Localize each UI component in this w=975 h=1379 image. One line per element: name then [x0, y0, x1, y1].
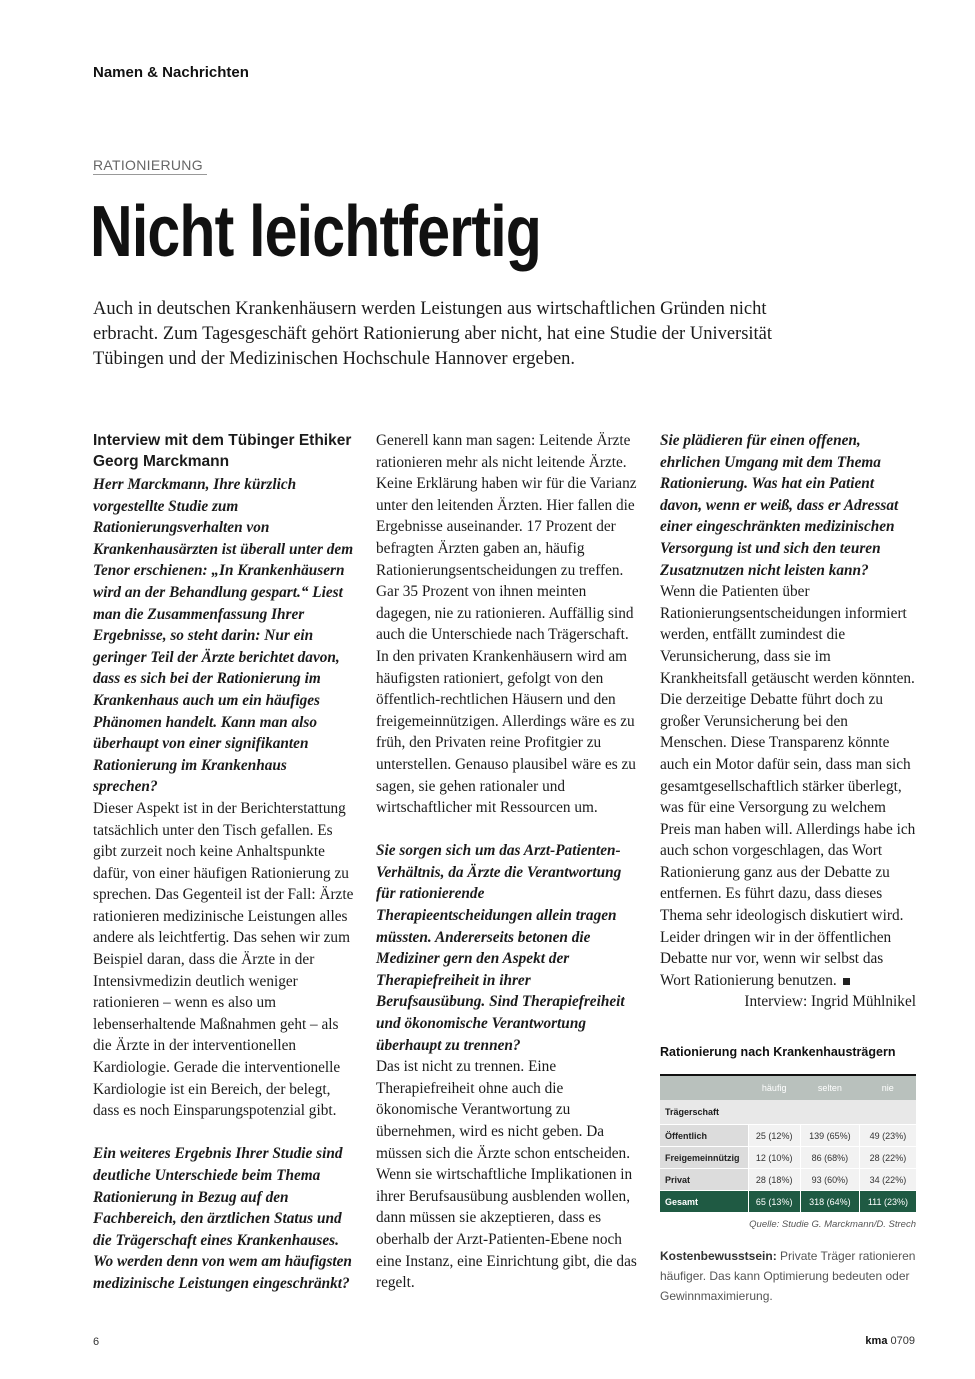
table-header-blank	[660, 1076, 748, 1100]
column-1	[93, 430, 355, 1295]
section-header: Namen & Nachrichten	[93, 64, 249, 81]
table-cell: 93 (60%)	[800, 1169, 859, 1191]
table-cell: 25 (12%)	[748, 1125, 800, 1147]
table-cell: 28 (22%)	[859, 1147, 916, 1169]
table-row	[660, 1125, 916, 1147]
table-total-cell: 111 (23%)	[859, 1191, 916, 1213]
answer-1: Dieser Aspekt ist in der Berichterstattung tatsächlich unter den Tisch gefallen. Es gibt zurzeit noch keine Anhaltspunkte dafür, von einer häufigen Rationierung zu sprechen. Das Gegenteil ist der Fall: Ärzte rationieren medizinische Leistungen alles andere als leichtfertig. Das sehen wir zum Beispiel daran, dass die Ärzte in der Intensivmedizin deutlich weniger rationieren – wenn es also um lebenserhaltende Maßnahmen geht – als die Ärzte in der interventionellen Kardiologie. Gerade die interventionelle Kardiologie ist ein Bereich, der belegt, dass es noch Einsparungspotenzial gibt.	[93, 799, 354, 1120]
answer-2: Generell kann man sagen: Leitende Ärzte rationieren mehr als nicht leitende Ärzte. Keine Erklärung haben wir für die Varianz unter den leitenden Ärzten. Hier fallen die Ergebnisse auseinander. 17 Prozent der befragten Ärzten gaben an, häufig Rationierungsentscheidungen zu treffen. Gar 35 Prozent von ihnen meinten dagegen, nie zu rationieren. Auffällig sind auch die Unterschiede nach Trägerschaft. In den privaten Krankenhäusern wird am häufigsten rationiert, gefolgt von den öffentlich-rechtlichen Häusern und den freigemeinnützigen. Allerdings wäre es zu früh, den Privaten reine Profitgier zu unterstellen. Genauso plausibel wäre es zu sagen, sie gehen rationaler und wirtschaftlicher mit Ressourcen um.	[376, 432, 637, 817]
table-cell: 34 (22%)	[859, 1169, 916, 1191]
article-title: Nicht leichtfertig	[90, 192, 542, 272]
question-4: Sie plädieren für einen offenen, ehrlichen Umgang mit dem Thema Rationierung. Was hat ein Patient davon, wenn er weiß, dass er Adressat einer eingeschränkten medizinischen Versorgung ist und sich den teuren Zusatznutzen nicht leisten kann?	[660, 432, 899, 579]
table-header-row	[660, 1076, 916, 1100]
table-caption	[660, 1246, 916, 1306]
answer-4-text: Wenn die Patienten über Rationierungsentscheidungen informiert werden, entfällt zumindest die Verunsicherung, dass sie im Krankheitsfall getäuscht werden könnten. Die derzeitige Debatte führt doch zu großer Verunsicherung bei den Menschen. Diese Transparenz könnte auch ein Motor dafür sein, dass man sich gesamtgesellschaftlich stärker überlegt, was für eine Versorgung zu welchem Preis man haben will. Allerdings habe ich auch schon vorgeschlagen, das Wort Rationierung ganz aus der Debatte zu entfernen. Es führt dazu, dass dieses Thema sehr ideologisch diskutiert wird. Leider dringen wir in der öffentlichen Debatte nur vor, wenn wir selbst das Wort Rationierung benutzen.	[660, 583, 916, 989]
answer-3: Das ist nicht zu trennen. Eine Therapiefreiheit ohne auch die ökonomische Verantwortung zu übernehmen, wird es nicht geben. Da müssen sich die Ärzte schon entscheiden. Wenn sie wirtschaftliche Implikationen in ihrer Berufsausübung ausblenden wollen, dann müssen sie akzeptieren, dass es oberhalb der Arzt-Patienten-Ebene noch eine Instanz, eine Einrichtung gibt, die das regelt.	[376, 1058, 637, 1292]
table-row	[660, 1169, 916, 1191]
table-block	[660, 1045, 916, 1306]
article-kicker: RATIONIERUNG	[93, 157, 207, 175]
question-1: Herr Marckmann, Ihre kürzlich vorgestellte Studie zum Rationierungsverhalten von Krankenhausärzten ist überall unter dem Tenor erschienen: „In Krankenhäusern wird an der Behandlung gespart.“ Liest man die Zusammenfassung Ihrer Ergebnisse, so steht darin: Nur ein geringer Teil der Ärzte berichtet davon, dass es sich bei der Rationierung im Krankenhaus auch um ein häufiges Phänomen handelt. Kann man also überhaupt von einer signifikanten Rationierung im Krankenhaus sprechen?	[93, 476, 354, 796]
issue-label: 0709	[890, 1335, 915, 1347]
table-cell: 86 (68%)	[800, 1147, 859, 1169]
end-mark-icon	[843, 978, 850, 985]
table-total-row	[660, 1191, 916, 1213]
publication-label	[865, 1335, 915, 1347]
table-row-label: Freigemeinnützig	[660, 1147, 748, 1169]
interview-title: Interview mit dem Tübinger Ethiker Georg Marckmann	[93, 432, 352, 470]
brand-label: kma	[865, 1335, 888, 1347]
table-row-label: Privat	[660, 1169, 748, 1191]
column-2	[376, 430, 638, 1294]
table-total-label: Gesamt	[660, 1191, 748, 1213]
answer-4	[660, 581, 916, 991]
table-group-row	[660, 1100, 916, 1125]
question-2: Ein weiteres Ergebnis Ihrer Studie sind deutliche Unterschiede beim Thema Rationierung in Bezug auf den Fachbereich, den ärztlichen Status und die Trägerschaft eines Krankenhauses. Wo werden denn von wem am häufigsten medizinische Leistungen eingeschränkt?	[93, 1145, 352, 1292]
table-title: Rationierung nach Krankenhausträgern	[660, 1045, 896, 1059]
table-cell: 49 (23%)	[859, 1125, 916, 1147]
byline: Interview: Ingrid Mühlnikel	[744, 993, 916, 1011]
table-row-label: Öffentlich	[660, 1125, 748, 1147]
caption-bold: Kostenbewusstsein:	[660, 1249, 777, 1263]
data-table	[660, 1076, 916, 1213]
table-source: Quelle: Studie G. Marckmann/D. Strech	[749, 1219, 916, 1230]
article-lead: Auch in deutschen Krankenhäusern werden Leistungen aus wirtschaftlichen Gründen nicht erbracht. Zum Tagesgeschäft gehört Rationierung aber nicht, hat eine Studie der Universität Tübingen und der Medizinischen Hochschule Hannover ergeben.	[93, 299, 773, 369]
table-cell: 139 (65%)	[800, 1125, 859, 1147]
table-group-label: Trägerschaft	[660, 1100, 916, 1125]
caption-text: Private Träger rationieren häufiger. Das kann Optimierung bedeuten oder Gewinnmaximierung.	[660, 1249, 916, 1303]
table-total-cell: 318 (64%)	[800, 1191, 859, 1213]
table-header-cell: häufig	[748, 1076, 800, 1100]
table-row	[660, 1147, 916, 1169]
table-cell: 28 (18%)	[748, 1169, 800, 1191]
page-number: 6	[93, 1336, 100, 1348]
column-3	[660, 430, 916, 1013]
table-header-cell: selten	[800, 1076, 859, 1100]
table-total-cell: 65 (13%)	[748, 1191, 800, 1213]
table-cell: 12 (10%)	[748, 1147, 800, 1169]
question-3: Sie sorgen sich um das Arzt-Patienten-Verhältnis, da Ärzte die Verantwortung für rationierende Therapieentscheidungen allein tragen müssten. Andererseits betonen die Mediziner gern den Aspekt der Therapiefreiheit in ihrer Berufsausübung. Sind Therapiefreiheit und ökonomische Verantwortung überhaupt zu trennen?	[376, 842, 625, 1054]
table-header-cell: nie	[859, 1076, 916, 1100]
